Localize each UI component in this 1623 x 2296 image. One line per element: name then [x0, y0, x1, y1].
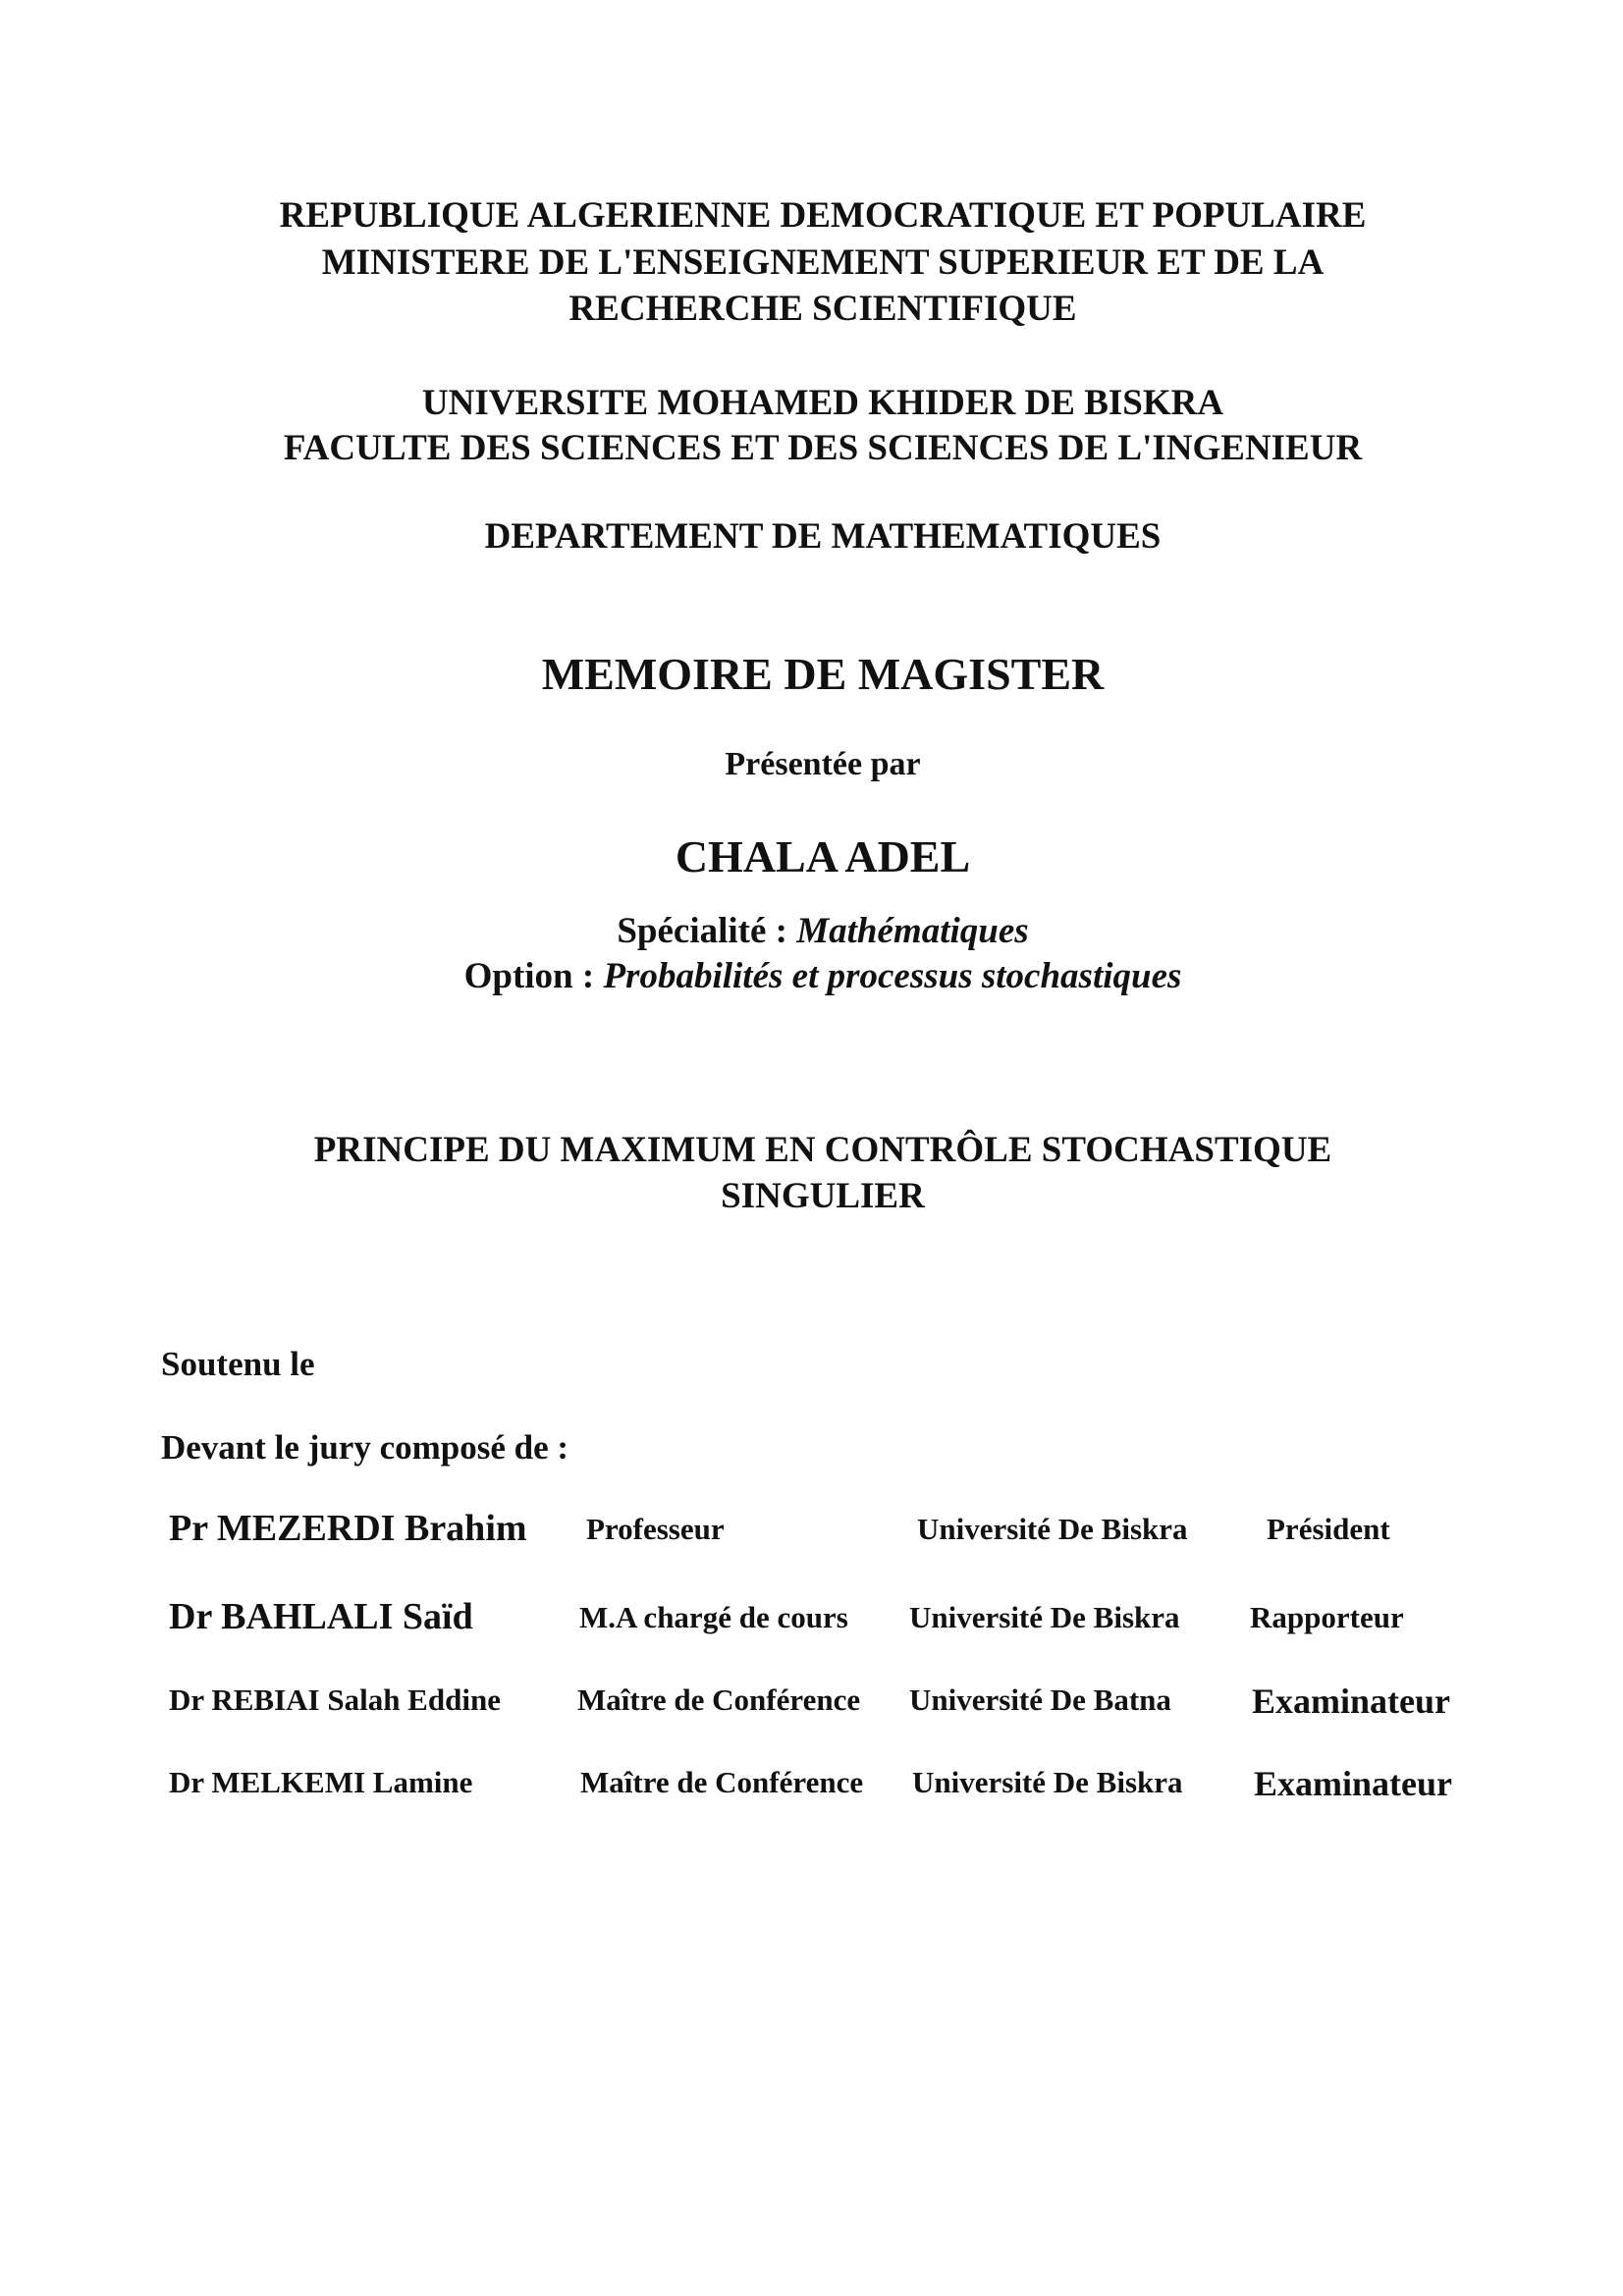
- jury-name: Dr MELKEMI Lamine: [169, 1765, 473, 1799]
- author-name: CHALA ADEL: [675, 831, 971, 881]
- jury-name: Dr REBIAI Salah Eddine: [169, 1682, 501, 1717]
- jury-row: [0, 1507, 1623, 1566]
- jury-university: Université De Biskra: [912, 1765, 1183, 1799]
- presented-by: Présentée par: [725, 746, 921, 782]
- jury-grade: M.A chargé de cours: [579, 1600, 848, 1634]
- jury-university: Université De Biskra: [917, 1512, 1188, 1546]
- jury-university: Université De Batna: [909, 1682, 1171, 1717]
- speciality-label: Spécialité :: [617, 911, 787, 951]
- thesis-type: MEMOIRE DE MAGISTER: [541, 649, 1105, 699]
- jury-name: Pr MEZERDI Brahim: [169, 1508, 527, 1549]
- faculty-name: FACULTE DES SCIENCES ET DES SCIENCES DE L'INGENIEUR: [283, 428, 1363, 468]
- jury-role: Examinateur: [1252, 1682, 1450, 1721]
- department-name: DEPARTEMENT DE MATHEMATIQUES: [484, 516, 1162, 557]
- university-name: UNIVERSITE MOHAMED KHIDER DE BISKRA: [421, 383, 1224, 423]
- jury-row: [0, 1763, 1623, 1822]
- jury-role: Président: [1267, 1512, 1390, 1546]
- jury-grade: Professeur: [586, 1512, 725, 1546]
- speciality-value: Mathématiques: [796, 911, 1029, 951]
- thesis-title-line1: PRINCIPE DU MAXIMUM EN CONTRÔLE STOCHASTIQUE: [313, 1130, 1332, 1170]
- jury-name: Dr BAHLALI Saïd: [169, 1596, 473, 1637]
- option-value: Probabilités et processus stochastiques: [603, 956, 1182, 996]
- jury-grade: Maître de Conférence: [577, 1682, 861, 1717]
- option-label: Option :: [463, 956, 595, 996]
- option-line: [0, 955, 1623, 997]
- republic-line: REPUBLIQUE ALGERIENNE DEMOCRATIQUE ET POPULAIRE: [279, 195, 1367, 236]
- ministry-line-continued: RECHERCHE SCIENTIFIQUE: [568, 289, 1077, 329]
- ministry-line: MINISTERE DE L'ENSEIGNEMENT SUPERIEUR ET DE LA: [321, 242, 1325, 283]
- defense-date-label: Soutenu le: [161, 1345, 315, 1383]
- jury-row: [0, 1595, 1623, 1654]
- jury-row: [0, 1681, 1623, 1739]
- speciality-line: [0, 910, 1623, 952]
- jury-grade: Maître de Conférence: [580, 1765, 864, 1799]
- jury-role: Rapporteur: [1250, 1600, 1404, 1634]
- jury-label: Devant le jury composé de :: [161, 1428, 569, 1467]
- jury-university: Université De Biskra: [909, 1600, 1180, 1634]
- jury-role: Examinateur: [1254, 1764, 1452, 1803]
- thesis-title-line2: SINGULIER: [721, 1176, 925, 1216]
